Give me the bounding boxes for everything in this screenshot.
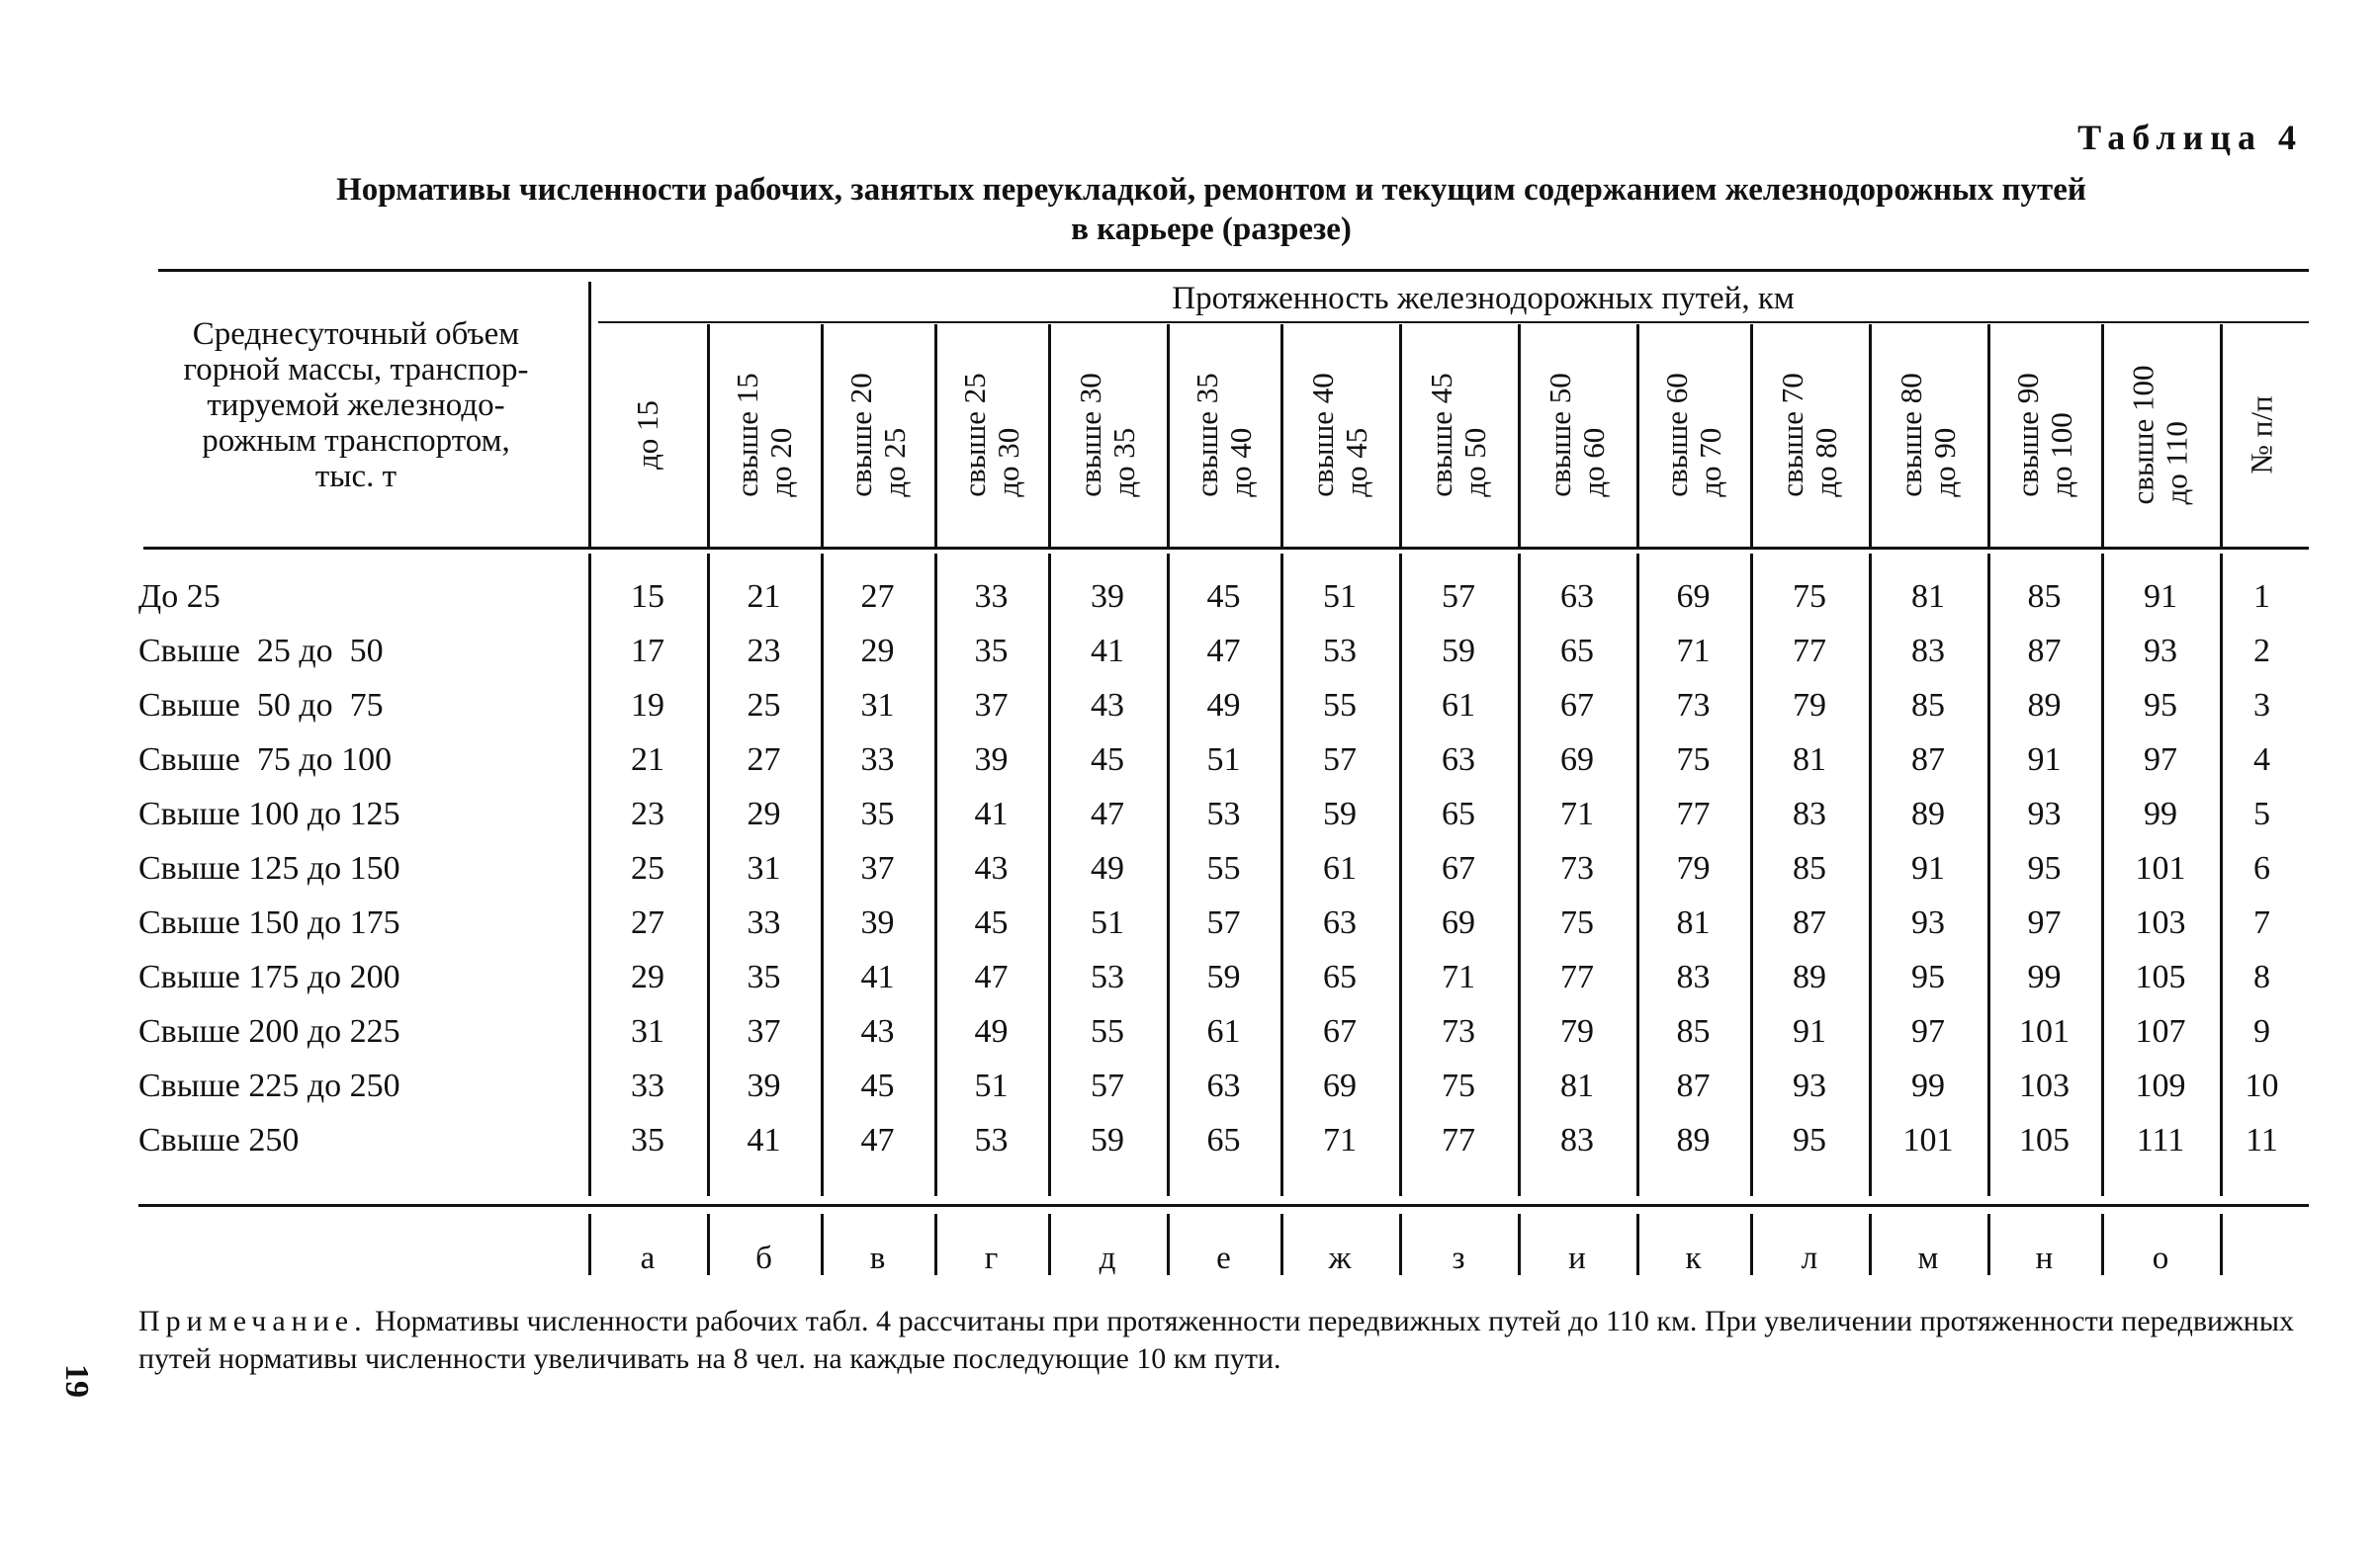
column-header-line: свыше 90 (2009, 373, 2045, 497)
column-header-label (1074, 373, 1141, 497)
column-separator-letters (2220, 1214, 2223, 1275)
row-number: 11 (2246, 1122, 2278, 1159)
table-cell: 61 (1442, 687, 1475, 724)
column-header-line: свыше 80 (1894, 373, 1929, 497)
table-cell: 85 (1911, 687, 1945, 724)
table-cell: 29 (631, 959, 664, 995)
table-title (148, 170, 2274, 249)
table-cell: 51 (1206, 741, 1241, 778)
header-bottom-rule (143, 547, 2309, 550)
table-cell: 69 (1676, 578, 1711, 615)
column-letter: л (1801, 1241, 1818, 1276)
table-cell: 73 (1442, 1013, 1475, 1050)
table-cell: 103 (2135, 904, 2186, 941)
table-cell: 45 (1091, 741, 1124, 778)
table-cell: 85 (1676, 1013, 1711, 1050)
table-cell: 89 (1793, 959, 1826, 995)
column-separator-letters (1399, 1214, 1402, 1275)
table-cell: 81 (1793, 741, 1826, 778)
column-separator-body (707, 554, 710, 1196)
column-header-line: свыше 100 (2126, 365, 2161, 505)
column-header-line: до 70 (1692, 427, 1727, 497)
row-label: Свыше 125 до 150 (138, 850, 400, 887)
table-cell: 89 (2027, 687, 2062, 724)
column-separator-letters (1167, 1214, 1170, 1275)
row-label: Свыше 175 до 200 (138, 959, 400, 995)
table-cell: 93 (1793, 1068, 1826, 1104)
table-cell: 99 (1911, 1068, 1945, 1104)
table-cell: 35 (631, 1122, 664, 1159)
table-cell: 57 (1323, 741, 1357, 778)
row-label: Свыше 225 до 250 (138, 1068, 400, 1104)
page-number: 19 (58, 1364, 95, 1398)
row-number: 4 (2253, 741, 2270, 778)
row-header-line: тыс. т (314, 459, 397, 494)
column-header-line: до 90 (1927, 427, 1963, 497)
table-cell: 35 (860, 796, 895, 832)
header-top-rule (158, 269, 2309, 272)
column-header (1869, 336, 1987, 534)
table-cell: 109 (2135, 1068, 2186, 1104)
table-cell: 33 (631, 1068, 664, 1104)
table-cell: 35 (747, 959, 781, 995)
column-header-line: свыше 60 (1658, 373, 1694, 497)
column-header-line: до 45 (1339, 427, 1374, 497)
column-separator-body (2101, 554, 2104, 1196)
column-header-line: свыше 30 (1073, 373, 1108, 497)
table-cell: 23 (631, 796, 664, 832)
column-header (1518, 336, 1636, 534)
table-cell: 99 (2027, 959, 2062, 995)
table-cell: 43 (974, 850, 1009, 887)
table-cell: 57 (1091, 1068, 1124, 1104)
table-cell: 21 (631, 741, 664, 778)
row-header-line: рожным транспортом, (202, 423, 510, 459)
column-header (2101, 336, 2220, 534)
table-title-line1: Нормативы численности рабочих, занятых переукладкой, ремонтом и текущим содержанием железнодорожных путей (336, 172, 2086, 208)
note-text: Нормативы численности рабочих табл. 4 рассчитаны при протяженности передвижных путей до 110 км. При увеличении протяженности передвижных путей нормативы численности увеличивать на 8 чел. на каждые последующие 10 км пути. (138, 1305, 2295, 1375)
table-cell: 49 (1091, 850, 1124, 887)
table-cell: 79 (1793, 687, 1826, 724)
column-header-line: до 60 (1576, 427, 1612, 497)
group-header-rule (598, 321, 2309, 323)
column-header-label (1190, 373, 1258, 497)
table-label: Таблица 4 (2077, 118, 2303, 157)
table-cell: 27 (860, 578, 895, 615)
table-cell: 83 (1676, 959, 1711, 995)
column-header (588, 336, 707, 534)
table-cell: 31 (860, 687, 895, 724)
table-cell: 47 (1091, 796, 1124, 832)
table-cell: 87 (1793, 904, 1826, 941)
table-cell: 83 (1560, 1122, 1594, 1159)
table-cell: 59 (1442, 633, 1475, 669)
table-cell: 45 (1206, 578, 1241, 615)
table-cell: 39 (747, 1068, 781, 1104)
table-cell: 29 (747, 796, 781, 832)
table-cell: 95 (2027, 850, 2062, 887)
table-cell: 95 (2144, 687, 2177, 724)
table-cell: 67 (1560, 687, 1594, 724)
column-header-label (1306, 373, 1373, 497)
table-cell: 71 (1676, 633, 1711, 669)
column-letter: д (1099, 1241, 1116, 1276)
group-header: Протяженность железнодорожных путей, км (1172, 281, 1795, 316)
row-header-line: горной массы, транспор- (183, 352, 529, 387)
table-cell: 85 (2027, 578, 2062, 615)
column-separator-body (1636, 554, 1639, 1196)
column-separator-letters (707, 1214, 710, 1275)
column-separator-letters (1869, 1214, 1872, 1275)
column-header (1987, 336, 2101, 534)
column-separator-letters (1636, 1214, 1639, 1275)
table-cell: 83 (1911, 633, 1945, 669)
table-cell: 63 (1442, 741, 1475, 778)
column-separator-body (1167, 554, 1170, 1196)
table-cell: 31 (631, 1013, 664, 1050)
table-cell: 83 (1793, 796, 1826, 832)
column-header-line: свыше 15 (729, 373, 764, 497)
table-cell: 91 (2027, 741, 2062, 778)
table-cell: 39 (860, 904, 895, 941)
column-header-label (631, 400, 664, 470)
column-letter: и (1568, 1241, 1586, 1276)
table-cell: 101 (1902, 1122, 1954, 1159)
table-cell: 23 (747, 633, 781, 669)
table-cell: 107 (2135, 1013, 2186, 1050)
column-letter: г (984, 1241, 999, 1276)
table-cell: 75 (1676, 741, 1711, 778)
table-cell: 53 (1091, 959, 1124, 995)
table-cell: 105 (2019, 1122, 2070, 1159)
table-cell: 37 (974, 687, 1009, 724)
column-header-line: свыше 50 (1543, 373, 1578, 497)
column-letter: б (755, 1241, 772, 1276)
column-letter: о (2152, 1241, 2169, 1276)
column-separator-body (1048, 554, 1051, 1196)
column-header (1048, 336, 1167, 534)
table-cell: 91 (1793, 1013, 1826, 1050)
row-number: 1 (2253, 578, 2270, 615)
table-cell: 91 (2144, 578, 2177, 615)
row-number: 7 (2253, 904, 2270, 941)
column-header (1280, 336, 1399, 534)
table-cell: 79 (1676, 850, 1711, 887)
table-cell: 55 (1206, 850, 1241, 887)
table-cell: 33 (747, 904, 781, 941)
table-cell: 71 (1560, 796, 1594, 832)
row-label: Свыше 200 до 225 (138, 1013, 400, 1050)
column-separator-letters (1280, 1214, 1283, 1275)
table-cell: 57 (1206, 904, 1241, 941)
column-header-label (731, 373, 798, 497)
row-label: Свыше 25 до 50 (138, 633, 384, 669)
row-number: 2 (2253, 633, 2270, 669)
table-cell: 79 (1560, 1013, 1594, 1050)
table-cell: 21 (747, 578, 781, 615)
column-header-label (1660, 373, 1727, 497)
table-cell: 77 (1560, 959, 1594, 995)
table-cell: 73 (1560, 850, 1594, 887)
table-cell: 37 (860, 850, 895, 887)
table-cell: 99 (2144, 796, 2177, 832)
table-cell: 65 (1442, 796, 1475, 832)
column-separator-body (1987, 554, 1990, 1196)
table-cell: 57 (1442, 578, 1475, 615)
table-cell: 85 (1793, 850, 1826, 887)
table-cell: 15 (631, 578, 664, 615)
column-header-line: до 50 (1457, 427, 1493, 497)
table-cell: 41 (860, 959, 895, 995)
row-label: До 25 (138, 578, 220, 615)
table-cell: 71 (1442, 959, 1475, 995)
column-separator-body (934, 554, 937, 1196)
column-header (821, 336, 934, 534)
column-header (1399, 336, 1518, 534)
table-cell: 25 (631, 850, 664, 887)
table-cell: 17 (631, 633, 664, 669)
row-number: 5 (2253, 796, 2270, 832)
table-cell: 51 (1323, 578, 1357, 615)
table-cell: 59 (1323, 796, 1357, 832)
table-cell: 91 (1911, 850, 1945, 887)
table-cell: 69 (1442, 904, 1475, 941)
column-header-line: свыше 35 (1189, 373, 1224, 497)
row-label: Свыше 50 до 75 (138, 687, 384, 724)
column-header-label (2246, 395, 2279, 473)
table-cell: 65 (1560, 633, 1594, 669)
column-header-label (1543, 373, 1611, 497)
table-cell: 69 (1323, 1068, 1357, 1104)
table-cell: 55 (1091, 1013, 1124, 1050)
column-separator-body (1750, 554, 1753, 1196)
column-letter: з (1452, 1241, 1465, 1276)
table-cell: 103 (2019, 1068, 2070, 1104)
row-number: 3 (2253, 687, 2270, 724)
table-cell: 53 (1206, 796, 1241, 832)
table-cell: 49 (974, 1013, 1009, 1050)
table-cell: 97 (2144, 741, 2177, 778)
column-separator-letters (588, 1214, 591, 1275)
table-cell: 77 (1793, 633, 1826, 669)
body-bottom-rule (138, 1204, 2309, 1207)
table-cell: 53 (974, 1122, 1009, 1159)
table-cell: 61 (1206, 1013, 1241, 1050)
table-cell: 39 (974, 741, 1009, 778)
table-note (138, 1303, 2294, 1378)
table-cell: 105 (2135, 959, 2186, 995)
table-cell: 43 (1091, 687, 1124, 724)
column-header-line: до 80 (1808, 427, 1844, 497)
table-cell: 87 (2027, 633, 2062, 669)
table-cell: 45 (974, 904, 1009, 941)
row-header-line: тируемой железнодо- (207, 387, 505, 423)
table-cell: 89 (1911, 796, 1945, 832)
table-cell: 65 (1206, 1122, 1241, 1159)
row-number: 9 (2253, 1013, 2270, 1050)
column-header-label (1776, 373, 1843, 497)
table-cell: 81 (1676, 904, 1711, 941)
column-header (934, 336, 1048, 534)
column-separator-body (1399, 554, 1402, 1196)
table-cell: 51 (1091, 904, 1124, 941)
column-header-line: до 35 (1106, 427, 1142, 497)
row-label: Свыше 75 до 100 (138, 741, 393, 778)
table-cell: 49 (1206, 687, 1241, 724)
table-cell: 95 (1911, 959, 1945, 995)
table-cell: 27 (631, 904, 664, 941)
column-header-line: до 30 (990, 427, 1025, 497)
table-cell: 71 (1323, 1122, 1357, 1159)
column-header-line: до 40 (1222, 427, 1258, 497)
table-cell: 41 (1091, 633, 1124, 669)
table-cell: 97 (1911, 1013, 1945, 1050)
table-cell: 19 (631, 687, 664, 724)
column-header-line: до 100 (2043, 412, 2078, 497)
column-header-label (958, 373, 1025, 497)
table-cell: 29 (860, 633, 895, 669)
table-cell: 93 (1911, 904, 1945, 941)
table-cell: 47 (1206, 633, 1241, 669)
column-separator-letters (1048, 1214, 1051, 1275)
column-header-line: до 25 (876, 427, 912, 497)
column-letter: н (2035, 1241, 2054, 1276)
table-cell: 59 (1206, 959, 1241, 995)
table-cell: 63 (1206, 1068, 1241, 1104)
table-cell: 47 (860, 1122, 895, 1159)
column-letter: ж (1328, 1241, 1352, 1276)
column-separator-letters (1750, 1214, 1753, 1275)
table-cell: 47 (974, 959, 1009, 995)
column-separator-letters (1987, 1214, 1990, 1275)
table-cell: 111 (2136, 1122, 2185, 1159)
column-separator-letters (821, 1214, 824, 1275)
table-cell: 75 (1442, 1068, 1475, 1104)
column-header-line: свыше 25 (956, 373, 992, 497)
column-header-label (844, 373, 912, 497)
table-cell: 93 (2027, 796, 2062, 832)
table-cell: 41 (974, 796, 1009, 832)
table-cell: 53 (1323, 633, 1357, 669)
table-cell: 75 (1793, 578, 1826, 615)
table-cell: 63 (1323, 904, 1357, 941)
column-letter: м (1917, 1241, 1939, 1276)
row-number: 10 (2245, 1068, 2279, 1104)
column-separator-body (1518, 554, 1521, 1196)
row-number: 8 (2253, 959, 2270, 995)
table-cell: 39 (1091, 578, 1124, 615)
table-cell: 95 (1793, 1122, 1826, 1159)
column-separator-body (588, 554, 591, 1196)
table-cell: 31 (747, 850, 781, 887)
table-cell: 77 (1676, 796, 1711, 832)
column-header-line: до 110 (2160, 421, 2195, 505)
table-cell: 51 (974, 1068, 1009, 1104)
table-cell: 101 (2019, 1013, 2070, 1050)
table-cell: 41 (747, 1122, 781, 1159)
table-cell: 73 (1676, 687, 1711, 724)
note-lead: Примечание. (138, 1305, 368, 1337)
column-separator-letters (934, 1214, 937, 1275)
row-label: Свыше 150 до 175 (138, 904, 400, 941)
column-separator-letters (1518, 1214, 1521, 1275)
column-header-line: № п/п (2244, 395, 2279, 474)
table-cell: 65 (1323, 959, 1357, 995)
table-cell: 81 (1911, 578, 1945, 615)
table-cell: 77 (1442, 1122, 1475, 1159)
table-cell: 43 (860, 1013, 895, 1050)
row-header (148, 316, 564, 494)
row-header-line: Среднесуточный объем (192, 316, 520, 352)
column-separator-body (821, 554, 824, 1196)
table-cell: 27 (747, 741, 781, 778)
table-cell: 59 (1091, 1122, 1124, 1159)
column-letter: а (640, 1241, 656, 1276)
column-header-line: до 20 (762, 427, 798, 497)
column-header-line: свыше 20 (842, 373, 878, 497)
table-cell: 87 (1676, 1068, 1711, 1104)
table-cell: 63 (1560, 578, 1594, 615)
table-cell: 89 (1676, 1122, 1711, 1159)
table-cell: 33 (974, 578, 1009, 615)
column-header-line: свыше 45 (1424, 373, 1459, 497)
table-cell: 61 (1323, 850, 1357, 887)
column-letter: е (1216, 1241, 1231, 1276)
table-cell: 55 (1323, 687, 1357, 724)
column-header-line: свыше 40 (1305, 373, 1341, 497)
column-header-label (1425, 373, 1492, 497)
table-cell: 67 (1442, 850, 1475, 887)
column-header-label (1895, 373, 1962, 497)
column-letter: к (1685, 1241, 1702, 1276)
column-header (1750, 336, 1869, 534)
column-header-line: свыше 70 (1775, 373, 1810, 497)
row-number: 6 (2253, 850, 2270, 887)
column-header (707, 336, 821, 534)
table-cell: 69 (1560, 741, 1594, 778)
table-cell: 33 (860, 741, 895, 778)
column-header (1167, 336, 1280, 534)
table-cell: 45 (860, 1068, 895, 1104)
table-cell: 81 (1560, 1068, 1594, 1104)
table-title-line2: в карьере (разрезе) (1071, 212, 1352, 247)
column-header-line: до 15 (630, 399, 664, 471)
column-header-label (2011, 373, 2078, 497)
table-cell: 25 (747, 687, 781, 724)
column-separator-body (1869, 554, 1872, 1196)
table-cell: 101 (2135, 850, 2186, 887)
row-label: Свыше 100 до 125 (138, 796, 400, 832)
column-header (1636, 336, 1750, 534)
table-cell: 37 (747, 1013, 781, 1050)
column-separator-letters (2101, 1214, 2104, 1275)
table-cell: 87 (1911, 741, 1945, 778)
column-header (2220, 336, 2304, 534)
column-letter: в (869, 1241, 886, 1276)
table-cell: 67 (1323, 1013, 1357, 1050)
table-cell: 35 (974, 633, 1009, 669)
table-cell: 97 (2027, 904, 2062, 941)
table-cell: 93 (2144, 633, 2177, 669)
column-separator-body (1280, 554, 1283, 1196)
table-cell: 75 (1560, 904, 1594, 941)
row-label: Свыше 250 (138, 1122, 300, 1159)
column-header-label (2127, 365, 2194, 504)
